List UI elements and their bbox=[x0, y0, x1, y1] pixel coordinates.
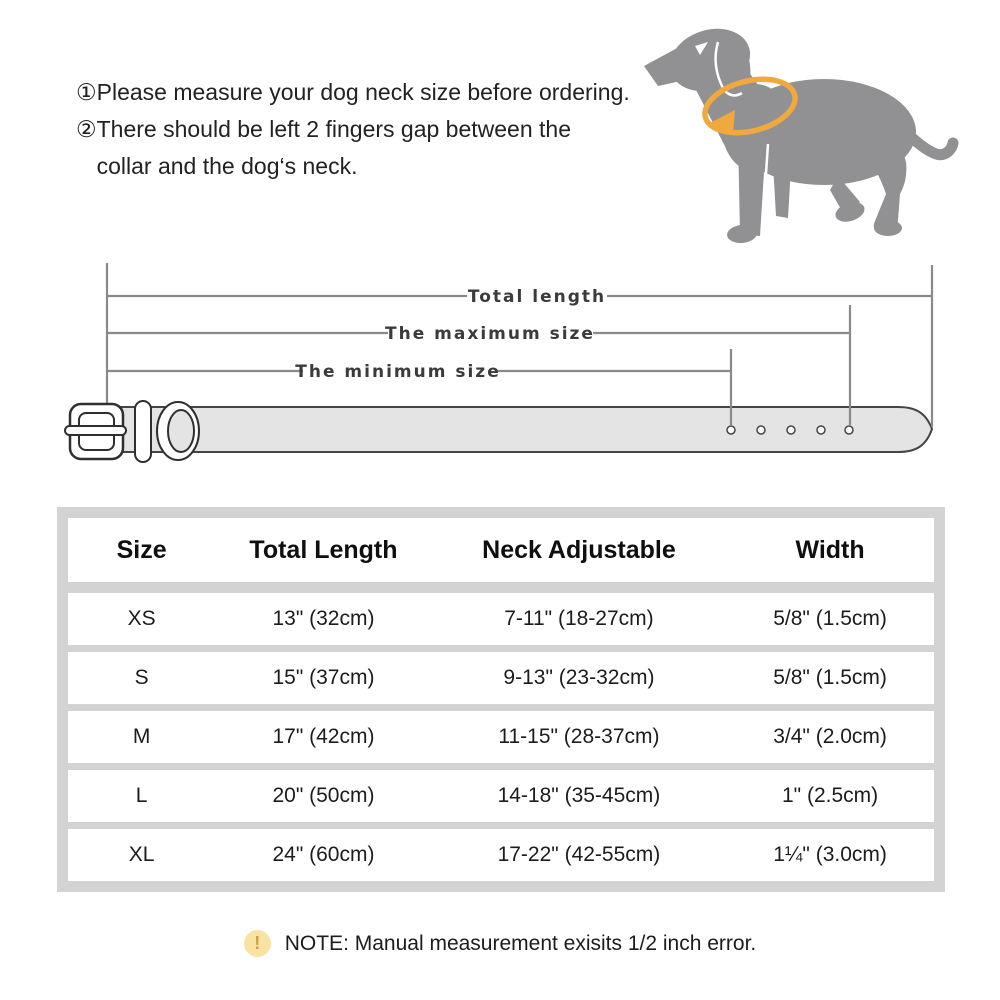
header-total-length: Total Length bbox=[249, 535, 398, 564]
collar-measurement-diagram bbox=[50, 255, 960, 475]
measuring-instructions bbox=[76, 74, 676, 185]
label-maximum-size: The maximum size bbox=[385, 324, 595, 344]
table-row-xl bbox=[68, 829, 934, 881]
cell-size: XL bbox=[128, 843, 155, 866]
collar-strap bbox=[110, 407, 932, 452]
instruction-2 bbox=[76, 111, 676, 185]
cell-size: XS bbox=[127, 607, 156, 630]
cell-neck-adjustable: 17-22" (42-55cm) bbox=[497, 843, 661, 866]
cell-width: 1¼" (3.0cm) bbox=[773, 843, 887, 866]
cell-neck-adjustable: 9-13" (23-32cm) bbox=[503, 666, 655, 689]
table-row-l bbox=[68, 770, 934, 822]
table-row-xs bbox=[68, 593, 934, 645]
header-neck-adjustable: Neck Adjustable bbox=[482, 535, 676, 564]
buckle-keeper bbox=[135, 401, 151, 462]
dog-silhouette-icon bbox=[638, 6, 973, 254]
instruction-2-line2: collar and the dog‘s neck. bbox=[96, 153, 358, 179]
instruction-1-text: Please measure your dog neck size before ordering. bbox=[96, 79, 630, 105]
cell-total-length: 15" (37cm) bbox=[272, 666, 375, 689]
cell-neck-adjustable: 7-11" (18-27cm) bbox=[504, 607, 654, 630]
cell-size: L bbox=[135, 784, 148, 807]
cell-size: S bbox=[134, 666, 149, 689]
cell-total-length: 13" (32cm) bbox=[272, 607, 375, 630]
instruction-2-text bbox=[97, 111, 571, 185]
cell-width: 1" (2.5cm) bbox=[782, 784, 879, 807]
cell-neck-adjustable: 14-18" (35-45cm) bbox=[497, 784, 661, 807]
dog-body-shapes bbox=[644, 19, 953, 244]
cell-total-length: 17" (42cm) bbox=[272, 725, 375, 748]
cell-size: M bbox=[132, 725, 151, 748]
cell-neck-adjustable: 11-15" (28-37cm) bbox=[498, 725, 660, 748]
cell-total-length: 24" (60cm) bbox=[272, 843, 375, 866]
label-total-length: Total length bbox=[467, 287, 607, 307]
exclamation-icon: ! bbox=[244, 930, 271, 957]
instruction-2-number: ② bbox=[76, 116, 97, 142]
note-text: NOTE: Manual measurement exisits 1/2 inch error. bbox=[284, 931, 757, 955]
table-row-m bbox=[68, 711, 934, 763]
cell-width: 5/8" (1.5cm) bbox=[773, 666, 887, 689]
instruction-1 bbox=[76, 74, 676, 111]
instruction-2-line1: There should be left 2 fingers gap between the bbox=[96, 116, 571, 142]
label-minimum-size: The minimum size bbox=[295, 362, 501, 382]
buckle-prong bbox=[65, 426, 126, 435]
cell-width: 5/8" (1.5cm) bbox=[773, 607, 887, 630]
header-size: Size bbox=[116, 535, 167, 564]
size-chart-table bbox=[57, 507, 945, 892]
instruction-1-number: ① bbox=[76, 79, 97, 105]
header-width: Width bbox=[795, 535, 865, 564]
cell-total-length: 20" (50cm) bbox=[272, 784, 375, 807]
table-header-row bbox=[68, 518, 934, 582]
measurement-note bbox=[0, 930, 1000, 957]
cell-width: 3/4" (2.0cm) bbox=[773, 725, 887, 748]
table-row-s bbox=[68, 652, 934, 704]
